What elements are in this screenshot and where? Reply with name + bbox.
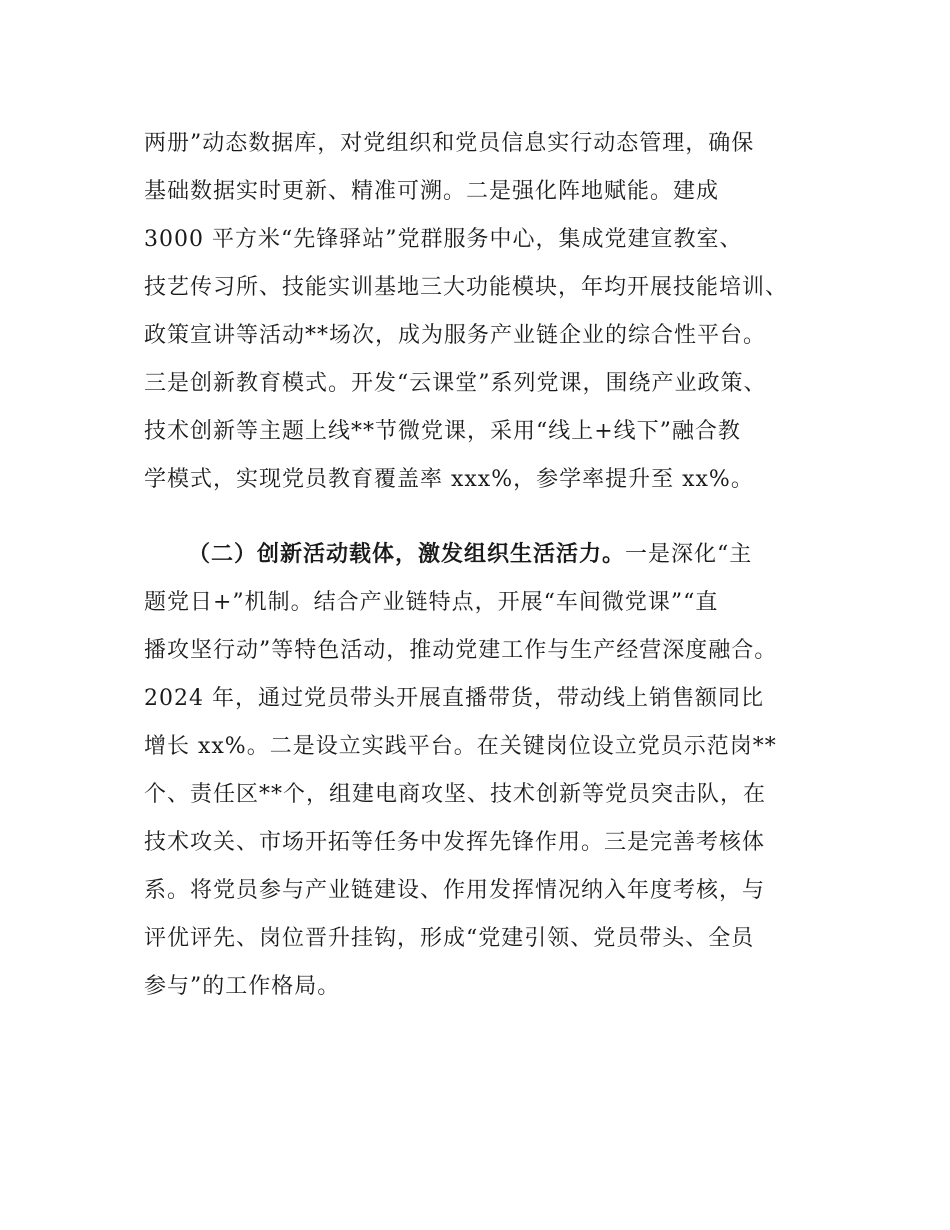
- paragraph1-line-5: 政策宣讲等活动**场次，成为服务产业链企业的综合性平台。: [144, 323, 767, 348]
- paragraph2-line-6: 个、责任区**个，组建电商攻坚、技术创新等党员突击队，在: [144, 782, 767, 807]
- paragraph2-line-9: 评优评先、岗位晋升挂钩，形成“党建引领、党员带头、全员: [144, 926, 755, 951]
- paragraph2-line-2: 题党日+”机制。结合产业链特点，开展“车间微党课”“直: [144, 590, 719, 615]
- paragraph2-first-line: [188, 538, 752, 572]
- section-heading: （二）创新活动载体，激发组织生活活力。: [188, 542, 626, 567]
- paragraph2-line-5: 增长 xx%。二是设立实践平台。在关键岗位设立党员示范岗**: [144, 734, 777, 759]
- paragraph1-line-7: 技术创新等主题上线**节微党课，采用“线上+线下”融合教: [144, 419, 741, 444]
- paragraph1-line-2: 基础数据实时更新、精准可溯。二是强化阵地赋能。建成: [144, 179, 720, 204]
- paragraph1-line-6: 三是创新教育模式。开发“云课堂”系列党课，围绕产业政策、: [144, 371, 767, 396]
- paragraph2-line-4: 2024 年，通过党员带头开展直播带货，带动线上销售额同比: [144, 686, 764, 711]
- paragraph2-line-10: 参与”的工作格局。: [144, 974, 341, 999]
- paragraph1-line-1: 两册”动态数据库，对党组织和党员信息实行动态管理，确保: [144, 131, 755, 156]
- paragraph2-line-3: 播攻坚行动”等特色活动，推动党建工作与生产经营深度融合。: [144, 638, 778, 663]
- paragraph2-line-8: 系。将党员参与产业链建设、作用发挥情况纳入年度考核，与: [144, 878, 766, 903]
- paragraph2-first-line-rest: 一是深化“主: [625, 542, 753, 567]
- paragraph1-line-8: 学模式，实现党员教育覆盖率 xxx%，参学率提升至 xx%。: [144, 467, 754, 492]
- paragraph1-line-3: 3000 平方米“先锋驿站”党群服务中心，集成党建宣教室、: [144, 227, 743, 252]
- paragraph1-line-4: 技艺传习所、技能实训基地三大功能模块，年均开展技能培训、: [144, 275, 789, 300]
- paragraph2-line-7: 技术攻关、市场开拓等任务中发挥先锋作用。三是完善考核体: [144, 830, 766, 855]
